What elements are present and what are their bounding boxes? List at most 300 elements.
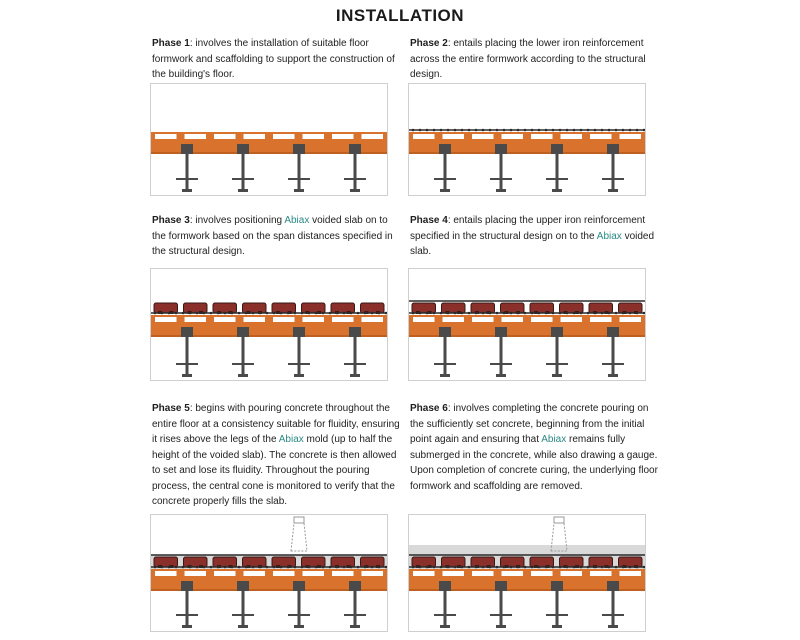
rebar-dot (573, 129, 576, 132)
rebar-dot (447, 566, 450, 569)
phase-3-label: Phase 3 (152, 215, 190, 226)
rebar-dot (322, 312, 325, 315)
formwork-panel (620, 134, 642, 139)
post-head (349, 581, 361, 591)
phase-6-label: Phase 6 (410, 403, 448, 414)
rebar-dot (245, 312, 248, 315)
brand-name: Abiax (284, 215, 310, 226)
rebar-dot (629, 312, 632, 315)
rebar-dot (203, 566, 206, 569)
rebar-dot (252, 312, 255, 315)
rebar-dot (510, 129, 513, 132)
scaffold-post (242, 154, 245, 189)
phase-4-description: Phase 4: entails placing the upper iron reinforcement specified in the structural design on to the Abiax voided slab. (410, 215, 655, 257)
post-head (293, 327, 305, 337)
scaffold-post (354, 154, 357, 189)
post-head (551, 144, 563, 154)
rebar-dot (315, 566, 318, 569)
scaffold-post (444, 154, 447, 189)
formwork-panel (413, 571, 435, 576)
rebar-dot (252, 566, 255, 569)
phase-3-diagram (150, 268, 388, 381)
rebar-dot (538, 566, 541, 569)
post-head (293, 144, 305, 154)
rebar-dot (615, 312, 618, 315)
phase-6-diagram (408, 514, 646, 632)
rebar-dot (231, 566, 234, 569)
rebar-dot (594, 129, 597, 132)
rebar-dot (336, 566, 339, 569)
rebar-dot (433, 129, 436, 132)
rebar-dot (580, 129, 583, 132)
rebar-dot (182, 312, 185, 315)
rebar-dot (475, 129, 478, 132)
rebar-dot (161, 312, 164, 315)
void-former (154, 303, 178, 313)
void-former (243, 303, 267, 313)
post-head (495, 144, 507, 154)
phase-4-label: Phase 4 (410, 215, 448, 226)
formwork-panel (273, 571, 295, 576)
void-former (154, 557, 178, 567)
rebar-dot (419, 129, 422, 132)
post-base (294, 625, 304, 628)
post-base (182, 189, 192, 192)
rebar-dot (461, 312, 464, 315)
rebar-dot (622, 566, 625, 569)
phase-5-label: Phase 5 (152, 403, 190, 414)
rebar-dot (496, 129, 499, 132)
gauge-cap (294, 517, 304, 523)
post-head (439, 144, 451, 154)
formwork-panel (531, 571, 553, 576)
formwork-panel (185, 317, 207, 322)
post-head (237, 581, 249, 591)
rebar-dot (587, 566, 590, 569)
rebar-dot (538, 312, 541, 315)
rebar-dot (552, 129, 555, 132)
post-head (293, 581, 305, 591)
void-former (331, 303, 355, 313)
rebar-dot (608, 312, 611, 315)
phase-6-description: Phase 6: involves completing the concrete pouring on the sufficiently set concrete, beginning from the initial point again and ensuring that Abiax remains fully submerged in the concrete, while also drawing a gauge. Upon completion of concrete curing, the underlying floor formwork and scaffolding are removed. (410, 403, 658, 492)
formwork-panel (244, 134, 266, 139)
rebar-dot (371, 312, 374, 315)
scaffold-post (612, 154, 615, 189)
post-base (496, 625, 506, 628)
rebar-dot (280, 566, 283, 569)
void-former (272, 557, 296, 567)
rebar-dot (301, 312, 304, 315)
phase-5-description: Phase 5: begins with pouring concrete throughout the entire floor at a consistency suitable for fluidity, ensuring it rises above the legs of the Abiax mold (up to half the height of the voided slab). The concrete is then allowed to set and lose its fluidity. Throughout the pouring process, the central cone is monitored to verify that the concrete properly fills the slab. (152, 403, 400, 507)
scaffold-post (556, 337, 559, 374)
rebar-dot (580, 312, 583, 315)
formwork-panel (155, 317, 177, 322)
rebar-dot (524, 566, 527, 569)
rebar-dot (461, 566, 464, 569)
post-base (294, 374, 304, 377)
rebar-dot (629, 129, 632, 132)
rebar-dot (175, 566, 178, 569)
post-base (552, 374, 562, 377)
phase-2-label: Phase 2 (410, 38, 448, 49)
rebar-dot (587, 312, 590, 315)
scaffold-post (186, 154, 189, 189)
post-base (238, 189, 248, 192)
rebar-dot (378, 566, 381, 569)
rebar-dot (643, 129, 645, 132)
rebar-dot (489, 566, 492, 569)
rebar-dot (343, 566, 346, 569)
rebar-dot (357, 566, 360, 569)
void-former (361, 557, 385, 567)
rebar-dot (608, 566, 611, 569)
void-former (501, 557, 525, 567)
rebar-dot (412, 129, 415, 132)
rebar-dot (364, 312, 367, 315)
rebar-dot (426, 129, 429, 132)
formwork-panel (531, 134, 553, 139)
formwork-panel (561, 571, 583, 576)
formwork-panel (472, 571, 494, 576)
rebar-dot (552, 566, 555, 569)
rebar-dot (154, 566, 157, 569)
phase-5-first-pour-illustration (151, 515, 387, 631)
page-title: INSTALLATION (335, 6, 465, 25)
brand-name: Abiax (541, 434, 567, 445)
void-former (471, 303, 495, 313)
rebar-dot (475, 566, 478, 569)
post-base (440, 374, 450, 377)
rebar-dot (643, 312, 645, 315)
rebar-dot (266, 312, 269, 315)
rebar-dot (573, 312, 576, 315)
scaffold-post (500, 591, 503, 625)
rebar-dot (336, 312, 339, 315)
post-head (607, 144, 619, 154)
formwork-panel (620, 317, 642, 322)
rebar-dot (308, 566, 311, 569)
formwork-panel (185, 134, 207, 139)
post-head (551, 327, 563, 337)
post-head (181, 327, 193, 337)
post-base (608, 189, 618, 192)
rebar-dot (364, 566, 367, 569)
void-former (619, 303, 643, 313)
rebar-dot (601, 312, 604, 315)
rebar-dot (503, 129, 506, 132)
rebar-dot (259, 566, 262, 569)
post-base (440, 189, 450, 192)
phase-2-lower-rebar-illustration (409, 84, 645, 195)
rebar-dot (496, 566, 499, 569)
post-base (350, 189, 360, 192)
formwork-panel (590, 134, 612, 139)
rebar-dot (161, 566, 164, 569)
rebar-dot (329, 566, 332, 569)
rebar-dot (182, 566, 185, 569)
post-base (182, 374, 192, 377)
post-head (349, 327, 361, 337)
formwork-panel (443, 317, 465, 322)
formwork-panel (620, 571, 642, 576)
rebar-dot (454, 129, 457, 132)
rebar-dot (636, 129, 639, 132)
brand-name: Abiax (278, 434, 304, 445)
rebar-dot (217, 312, 220, 315)
rebar-dot (545, 312, 548, 315)
rebar-dot (357, 312, 360, 315)
formwork-panel (273, 134, 295, 139)
rebar-dot (294, 566, 297, 569)
rebar-dot (566, 566, 569, 569)
rebar-dot (629, 566, 632, 569)
post-head (237, 327, 249, 337)
post-head (181, 581, 193, 591)
rebar-dot (433, 566, 436, 569)
scaffold-post (242, 337, 245, 374)
formwork-panel (502, 134, 524, 139)
rebar-dot (517, 312, 520, 315)
post-head (181, 144, 193, 154)
scaffold-post (298, 154, 301, 189)
phase-6-final-pour-illustration (409, 515, 645, 631)
rebar-dot (231, 312, 234, 315)
rebar-dot (601, 566, 604, 569)
rebar-dot (343, 312, 346, 315)
scaffold-post (612, 591, 615, 625)
formwork-panel (214, 134, 236, 139)
rebar-dot (350, 312, 353, 315)
scaffold-post (354, 591, 357, 625)
rebar-dot (559, 566, 562, 569)
phase-1-formwork-illustration (151, 84, 387, 195)
rebar-dot (210, 312, 213, 315)
rebar-dot (517, 566, 520, 569)
rebar-dot (168, 312, 171, 315)
void-former (361, 303, 385, 313)
rebar-dot (538, 129, 541, 132)
rebar-dot (482, 129, 485, 132)
post-base (552, 189, 562, 192)
rebar-dot (594, 312, 597, 315)
gauge-cap (554, 517, 564, 523)
rebar-dot (440, 312, 443, 315)
rebar-dot (287, 312, 290, 315)
void-former (589, 557, 613, 567)
void-former (589, 303, 613, 313)
rebar-dot (489, 129, 492, 132)
rebar-dot (189, 312, 192, 315)
rebar-dot (378, 312, 381, 315)
phase-3-description: Phase 3: involves positioning Abiax voided slab on to the formwork based on the span distances specified in the structural design. (152, 215, 393, 257)
rebar-dot (615, 129, 618, 132)
rebar-dot (475, 312, 478, 315)
formwork-panel (362, 134, 384, 139)
rebar-dot (154, 312, 157, 315)
rebar-dot (468, 129, 471, 132)
void-former (560, 303, 584, 313)
post-head (495, 581, 507, 591)
scaffold-post (298, 591, 301, 625)
rebar-dot (482, 566, 485, 569)
void-former (471, 557, 495, 567)
rebar-dot (566, 312, 569, 315)
post-base (496, 374, 506, 377)
rebar-dot (559, 312, 562, 315)
rebar-dot (168, 566, 171, 569)
void-former (184, 557, 208, 567)
post-head (607, 581, 619, 591)
formwork-panel (303, 317, 325, 322)
formwork-panel (155, 134, 177, 139)
rebar-dot (350, 566, 353, 569)
rebar-dot (273, 312, 276, 315)
phase-1-diagram (150, 83, 388, 196)
void-former (213, 557, 237, 567)
rebar-dot (217, 566, 220, 569)
formwork-panel (413, 317, 435, 322)
rebar-dot (468, 566, 471, 569)
void-former (243, 557, 267, 567)
rebar-dot (636, 566, 639, 569)
rebar-dot (594, 566, 597, 569)
void-former (302, 557, 326, 567)
post-base (608, 625, 618, 628)
formwork-panel (443, 571, 465, 576)
rebar-dot (622, 312, 625, 315)
rebar-dot (503, 566, 506, 569)
rebar-dot (496, 312, 499, 315)
post-head (439, 581, 451, 591)
scaffold-post (444, 591, 447, 625)
formwork-panel (561, 317, 583, 322)
rebar-dot (308, 312, 311, 315)
rebar-dot (559, 129, 562, 132)
rebar-dot (622, 129, 625, 132)
rebar-dot (315, 312, 318, 315)
rebar-dot (266, 566, 269, 569)
rebar-dot (322, 566, 325, 569)
formwork-panel (273, 317, 295, 322)
formwork-panel (214, 317, 236, 322)
rebar-dot (189, 566, 192, 569)
void-former (442, 557, 466, 567)
scaffold-post (444, 337, 447, 374)
rebar-dot (531, 312, 534, 315)
scaffold-post (186, 591, 189, 625)
rebar-dot (524, 129, 527, 132)
rebar-dot (580, 566, 583, 569)
rebar-dot (280, 312, 283, 315)
rebar-dot (203, 312, 206, 315)
post-head (551, 581, 563, 591)
rebar-dot (273, 566, 276, 569)
post-base (496, 189, 506, 192)
scaffold-post (556, 591, 559, 625)
rebar-dot (259, 312, 262, 315)
formwork-panel (332, 134, 354, 139)
phase-1-label: Phase 1 (152, 38, 190, 49)
rebar-dot (489, 312, 492, 315)
void-former (272, 303, 296, 313)
phase-2-description: Phase 2: entails placing the lower iron reinforcement across the entire formwork according to the structural design. (410, 38, 646, 80)
phase-2-diagram (408, 83, 646, 196)
rebar-dot (447, 129, 450, 132)
scaffold-post (556, 154, 559, 189)
rebar-dot (636, 312, 639, 315)
formwork-panel (590, 317, 612, 322)
rebar-dot (238, 312, 241, 315)
rebar-dot (517, 129, 520, 132)
rebar-dot (385, 312, 387, 315)
rebar-dot (329, 312, 332, 315)
rebar-dot (531, 566, 534, 569)
formwork-panel (362, 571, 384, 576)
rebar-dot (552, 312, 555, 315)
void-former (331, 557, 355, 567)
formwork-panel (332, 317, 354, 322)
formwork-panel (332, 571, 354, 576)
phase-4-upper-rebar-illustration (409, 269, 645, 380)
rebar-dot (468, 312, 471, 315)
formwork-panel (303, 134, 325, 139)
formwork-panel (472, 317, 494, 322)
rebar-dot (210, 566, 213, 569)
post-base (238, 374, 248, 377)
post-base (350, 374, 360, 377)
post-base (294, 189, 304, 192)
scaffold-post (298, 337, 301, 374)
rebar-dot (447, 312, 450, 315)
rebar-dot (412, 312, 415, 315)
formwork-panel (362, 317, 384, 322)
void-former (302, 303, 326, 313)
formwork-panel (590, 571, 612, 576)
formwork-panel (413, 134, 435, 139)
formwork-panel (561, 134, 583, 139)
scaffold-post (354, 337, 357, 374)
void-former (530, 303, 554, 313)
post-base (238, 625, 248, 628)
rebar-dot (608, 129, 611, 132)
rebar-dot (433, 312, 436, 315)
post-head (237, 144, 249, 154)
rebar-dot (440, 566, 443, 569)
rebar-dot (196, 312, 199, 315)
rebar-dot (371, 566, 374, 569)
gauge-cone (291, 523, 307, 551)
rebar-dot (196, 566, 199, 569)
phase-1-description: Phase 1: involves the installation of suitable floor formwork and scaffolding to support the construction of the building's floor. (152, 38, 395, 80)
formwork-panel (472, 134, 494, 139)
post-base (182, 625, 192, 628)
formwork-panel (185, 571, 207, 576)
formwork-panel (303, 571, 325, 576)
scaffold-post (612, 337, 615, 374)
post-head (439, 327, 451, 337)
scaffold-post (186, 337, 189, 374)
void-former (213, 303, 237, 313)
rebar-dot (601, 129, 604, 132)
brand-name: Abiax (596, 230, 622, 242)
rebar-dot (461, 129, 464, 132)
rebar-dot (426, 566, 429, 569)
formwork-panel (155, 571, 177, 576)
phase-3-void-former-illustration (151, 269, 387, 380)
rebar-dot (545, 129, 548, 132)
rebar-dot (566, 129, 569, 132)
